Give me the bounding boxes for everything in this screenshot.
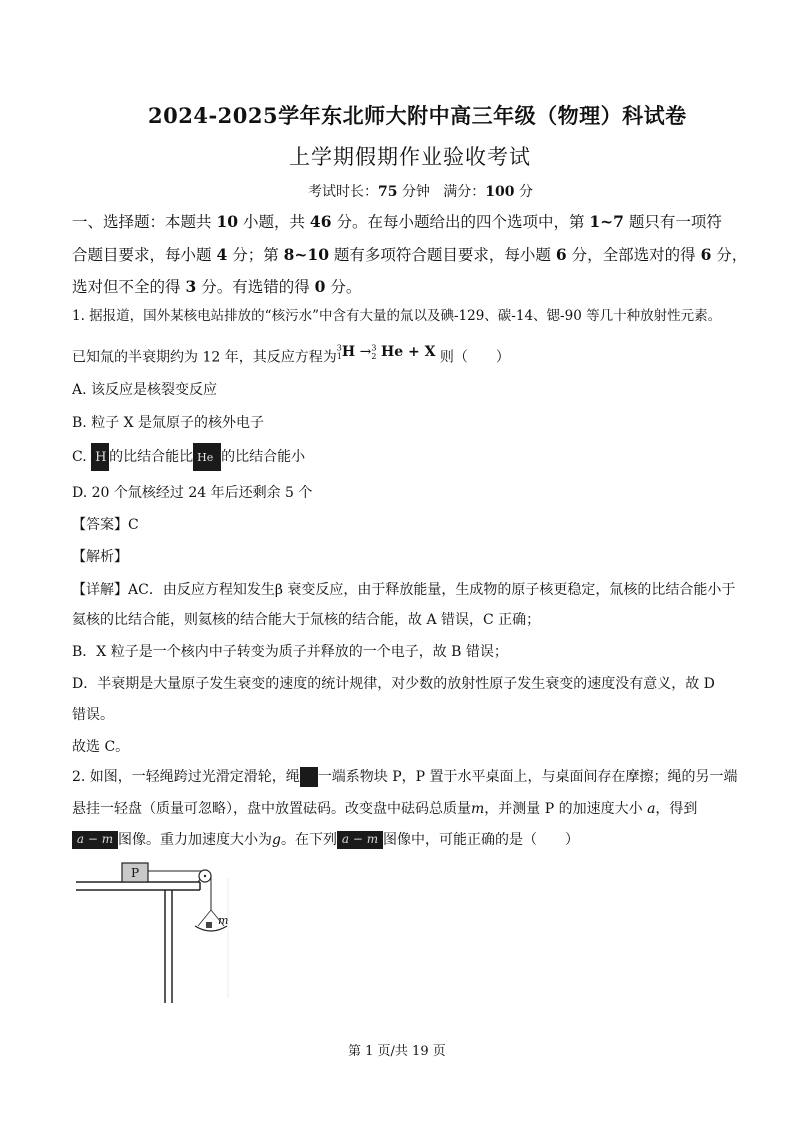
q1-conclusion: 故选 C。 xyxy=(72,739,130,755)
q1-reaction-equation: $^3_1$H →$^3_2$ He + X xyxy=(336,343,436,362)
exam-meta: 考试时长：75 分钟 满分：100 分 xyxy=(308,184,533,200)
exam-title xyxy=(148,100,687,130)
q1-option-a: A. 该反应是核裂变反应 xyxy=(72,382,218,398)
score-value: 100 xyxy=(485,184,515,200)
section-instructions-line3: 选对但不全的得 3 分。有选错的得 0 分。 xyxy=(72,277,362,296)
exam-subtitle: 上学期假期作业验收考试 xyxy=(289,145,531,169)
pulley-figure xyxy=(70,858,240,1008)
q1-answer: 【答案】C xyxy=(72,517,139,533)
page-footer: 第 1 页/共 19 页 xyxy=(348,1044,446,1059)
q1-detail-line1: 【详解】AC．由反应方程知发生β 衰变反应，由于释放能量，生成物的原子核更稳定，氚核的比结合能小于 xyxy=(72,582,736,598)
q1-option-c: C. H 的比结合能比 He 的比结合能小 xyxy=(72,443,305,471)
q1-detail-line4: D．半衰期是大量原子发生衰变的速度的统计规律，对少数的放射性原子发生衰变的速度没有意义，故 D xyxy=(72,676,715,692)
q1-detail-line2: 氦核的比结合能，则氦核的结合能大于氚核的结合能，故 A 错误，C 正确； xyxy=(72,612,541,628)
q1-stem-line2: 已知氚的半衰期约为 12 年，其反应方程为$^3_1$H →$^3_2$ He + X 则（ ） xyxy=(72,343,510,366)
time-value: 75 xyxy=(378,184,398,200)
mass-label: m xyxy=(218,914,229,927)
title-rest: 学年东北师大附中高三年级（物理）科试卷 xyxy=(278,103,687,128)
section-instructions-line2: 合题目要求，每小题 4 分；第 8~10 题有多项符合题目要求，每小题 6 分，全部选对的得 6 分， xyxy=(72,245,748,264)
tritium-symbol: H xyxy=(91,443,109,471)
helium-symbol: He xyxy=(193,443,221,471)
q2-stem-line1: 2. 如图，一轻绳跨过光滑定滑轮，绳 一端系物块 P，P 置于水平桌面上，与桌面间存在摩擦；绳的另一端 xyxy=(72,769,738,785)
q2-stem-line2: 悬挂一轻盘（质量可忽略），盘中放置砝码。改变盘中砝码总质量m，并测量 P 的加速度大小 a，得到 xyxy=(72,801,698,817)
block-p-label: P xyxy=(130,866,140,880)
q1-detail-line5: 错误。 xyxy=(72,707,114,723)
redacted-mark xyxy=(300,767,318,787)
weight xyxy=(206,922,212,928)
section-instructions-line1: 一、选择题：本题共 10 小题，共 46 分。在每小题给出的四个选项中，第 1~7 题只有一项符 xyxy=(72,212,722,231)
q1-detail-line3: B．X 粒子是一个核内中子转变为质子并释放的一个电子，故 B 错误； xyxy=(72,644,508,660)
a-m-badge: a − m xyxy=(72,831,118,849)
q1-analysis-heading: 【解析】 xyxy=(72,549,128,565)
q1-stem-line1: 1. 据报道，国外某核电站排放的“核污水”中含有大量的氚以及碘-129、碳-14、锶-90 等几十种放射性元素。 xyxy=(72,308,722,324)
q1-option-b: B. 粒子 X 是氚原子的核外电子 xyxy=(72,415,265,431)
a-m-badge-2: a − m xyxy=(337,831,383,849)
q2-stem-line3: a − m 图像。重力加速度大小为g。在下列 a − m 图像中，可能正确的是（ ） xyxy=(72,830,579,850)
q1-option-d: D. 20 个氚核经过 24 年后还剩余 5 个 xyxy=(72,485,313,501)
title-year: 2024-2025 xyxy=(148,103,279,128)
